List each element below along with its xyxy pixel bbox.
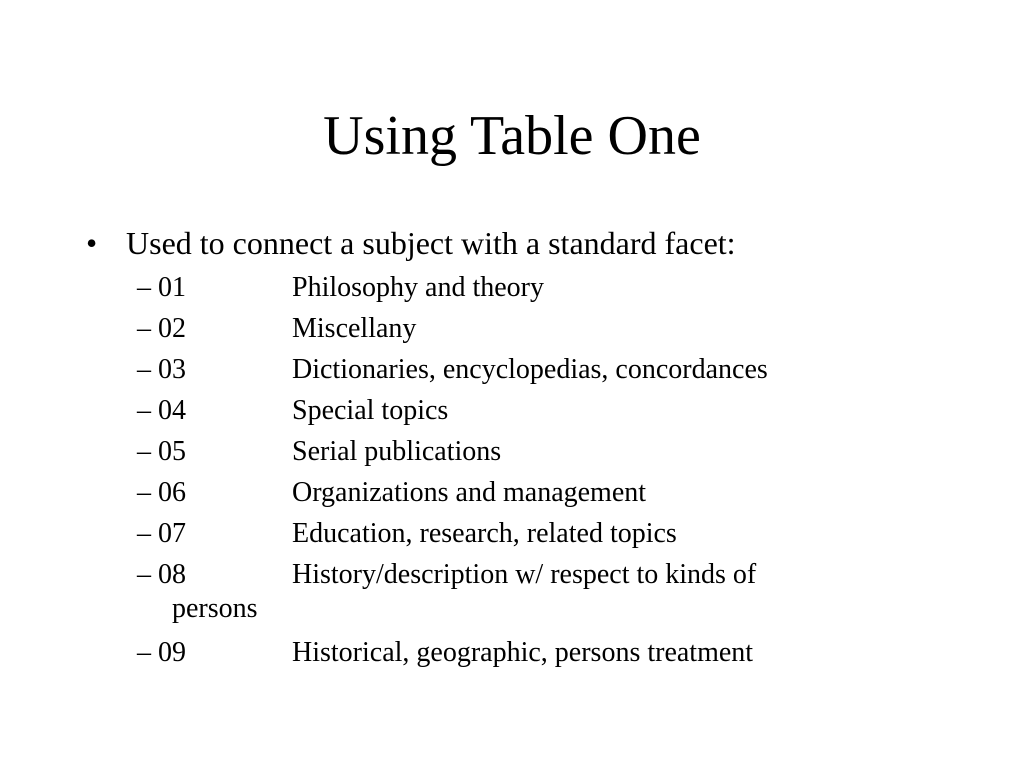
facet-code: – 03 [137, 354, 186, 385]
list-item [137, 309, 917, 349]
list-item [137, 268, 917, 308]
facet-description: Organizations and management [292, 477, 647, 508]
list-item [137, 350, 917, 390]
bullet-text: Used to connect a subject with a standard facet: [126, 225, 736, 261]
facet-code: – 08 [137, 559, 186, 590]
facet-description-continued: persons [172, 593, 258, 624]
facet-description: Philosophy and theory [292, 272, 544, 303]
facet-description: Special topics [292, 395, 449, 426]
facet-description: Miscellany [292, 313, 417, 344]
facet-code: – 06 [137, 477, 186, 508]
facet-description: Historical, geographic, persons treatment [292, 637, 754, 668]
facet-code: – 01 [137, 272, 186, 303]
slide-title: Using Table One [323, 105, 701, 167]
facet-code: – 04 [137, 395, 186, 426]
facet-description: Education, research, related topics [292, 518, 677, 549]
facet-description: Dictionaries, encyclopedias, concordances [292, 354, 768, 385]
bullet-dot-icon: • [86, 225, 98, 261]
list-item [137, 432, 917, 472]
facet-description: History/description w/ respect to kinds of [292, 559, 757, 590]
list-item [137, 514, 917, 554]
list-item [137, 473, 917, 513]
facet-code: – 02 [137, 313, 186, 344]
facet-code: – 05 [137, 436, 186, 467]
list-item [137, 633, 917, 673]
list-item [137, 391, 917, 431]
facet-code: – 09 [137, 637, 186, 668]
facet-code: – 07 [137, 518, 186, 549]
facet-description: Serial publications [292, 436, 502, 467]
facet-list [137, 268, 917, 674]
list-item [137, 555, 917, 632]
